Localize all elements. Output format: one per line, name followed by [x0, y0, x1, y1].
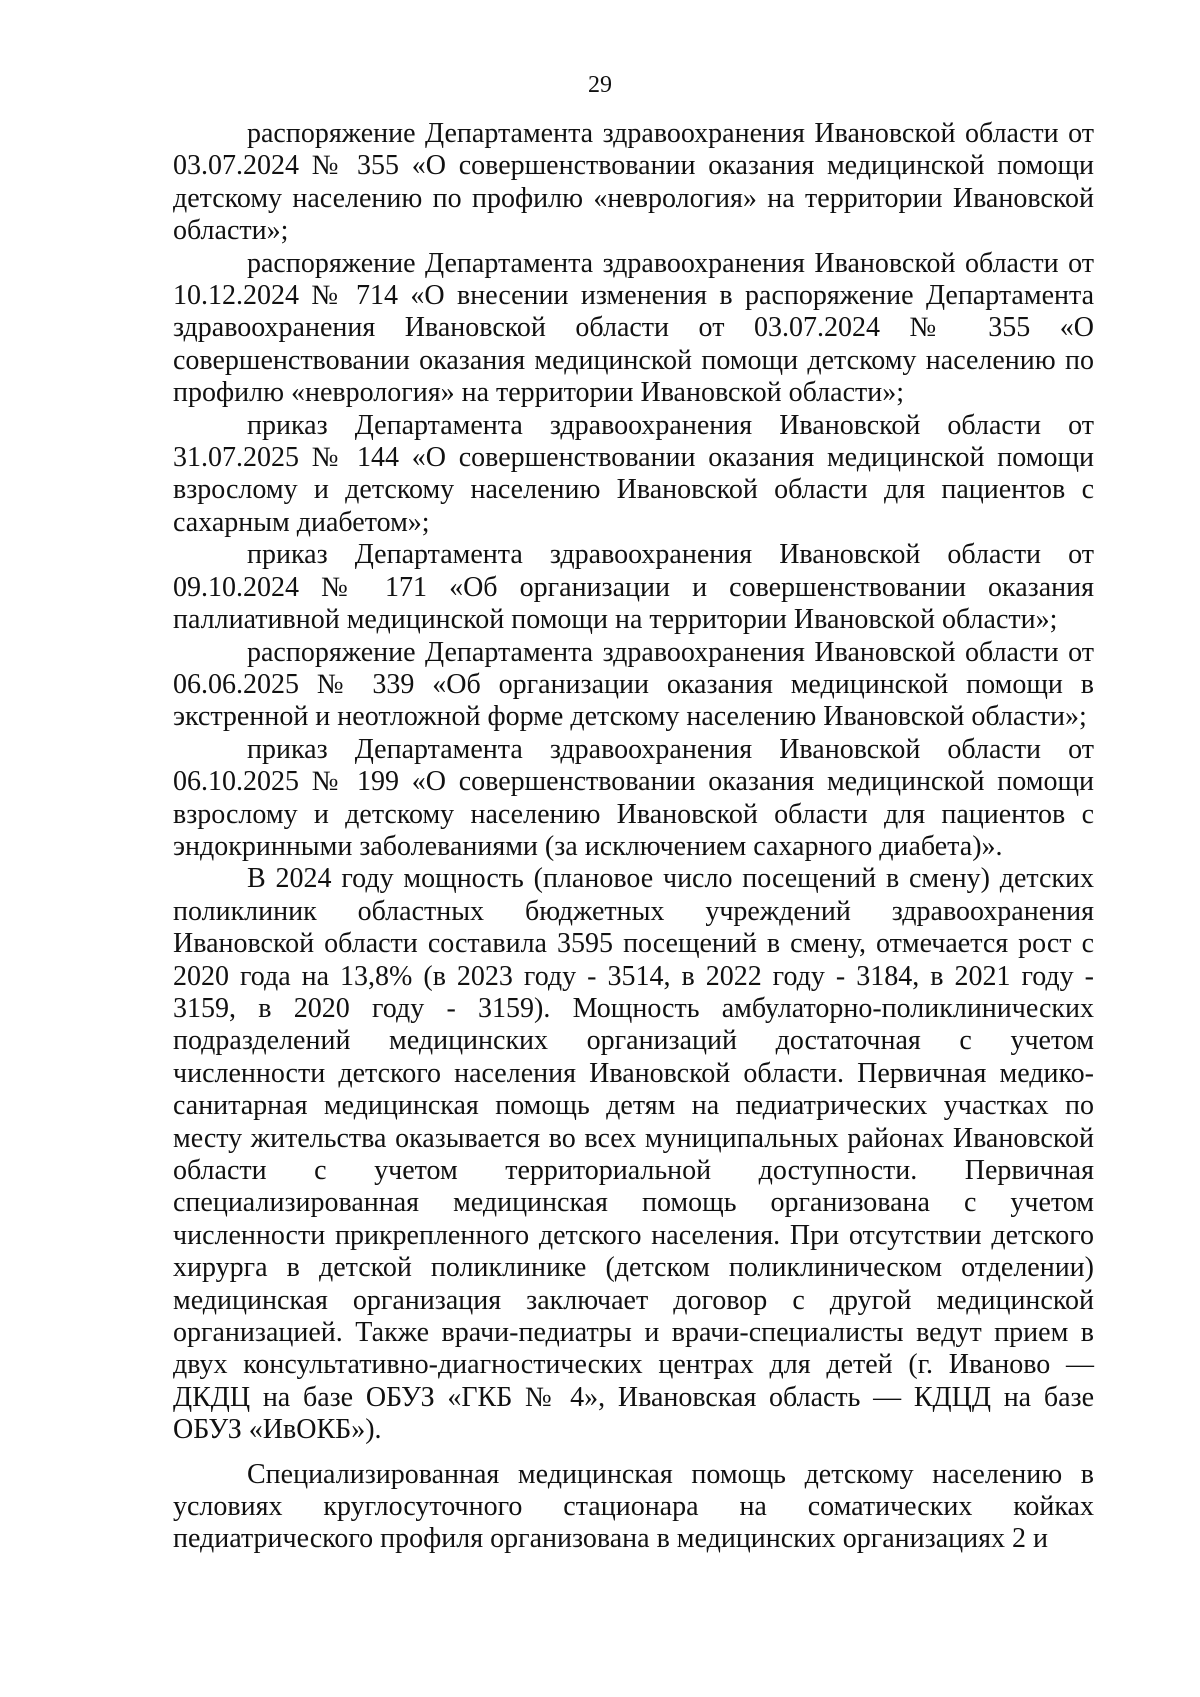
paragraph-order-neurology: распоряжение Департамента здравоохранения Ивановской области от 03.07.2024 № 355 «О совершенствовании оказания медицинской помощи детскому населению по профилю «неврология» на территории Ивановской области»;: [173, 118, 1094, 247]
paragraph-order-diabetes: приказ Департамента здравоохранения Ивановской области от 31.07.2025 № 144 «О совершенствовании оказания медицинской помощи взрослому и детскому населению Ивановской области для пациентов с сахарным диабетом»;: [173, 409, 1094, 538]
paragraph-specialized-care: Специализированная медицинская помощь детскому населению в условиях круглосуточного стационара на соматических койках педиатрического профиля организована в медицинских организациях 2 и: [173, 1458, 1094, 1555]
paragraph-order-neurology-amendment: распоряжение Департамента здравоохранения Ивановской области от 10.12.2024 № 714 «О внесении изменения в распоряжение Департамента здравоохранения Ивановской области от 03.07.2024 № 355 «О совершенствовании оказания медицинской помощи детскому населению по профилю «неврология» на территории Ивановской области»;: [173, 247, 1094, 409]
paragraph-polyclinic-capacity: В 2024 году мощность (плановое число посещений в смену) детских поликлиник областных бюджетных учреждений здравоохранения Ивановской области составила 3595 посещений в смену, отмечается рост с 2020 года на 13,8% (в 2023 году - 3514, в 2022 году - 3184, в 2021 году - 3159, в 2020 году - 3159). Мощность амбулаторно-поликлинических подразделений медицинских организаций достаточная с учетом численности детского населения Ивановской области. Первичная медико-санитарная медицинская помощь детям на педиатрических участках по месту жительства оказывается во всех муниципальных районах Ивановской области с учетом территориальной доступности. Первичная специализированная медицинская помощь организована с учетом численности прикрепленного детского населения. При отсутствии детского хирурга в детской поликлинике (детском поликлиническом отделении) медицинская организация заключает договор с другой медицинской организацией. Также врачи-педиатры и врачи-специалисты ведут прием в двух консультативно-диагностических центрах для детей (г. Иваново — ДКДЦ на базе ОБУЗ «ГКБ № 4», Ивановская область — КДЦД на базе ОБУЗ «ИвОКБ»).: [173, 863, 1094, 1446]
page-number: 29: [588, 72, 612, 98]
paragraph-order-palliative: приказ Департамента здравоохранения Ивановской области от 09.10.2024 № 171 «Об организации и совершенствовании оказания паллиативной медицинской помощи на территории Ивановской области»;: [173, 539, 1094, 636]
paragraph-order-endocrine: приказ Департамента здравоохранения Ивановской области от 06.10.2025 № 199 «О совершенствовании оказания медицинской помощи взрослому и детскому населению Ивановской области для пациентов с эндокринными заболеваниями (за исключением сахарного диабета)».: [173, 733, 1094, 862]
document-body: [173, 118, 1094, 1556]
paragraph-order-emergency: распоряжение Департамента здравоохранения Ивановской области от 06.06.2025 № 339 «Об организации оказания медицинской помощи в экстренной и неотложной форме детскому населению Ивановской области»;: [173, 636, 1094, 733]
